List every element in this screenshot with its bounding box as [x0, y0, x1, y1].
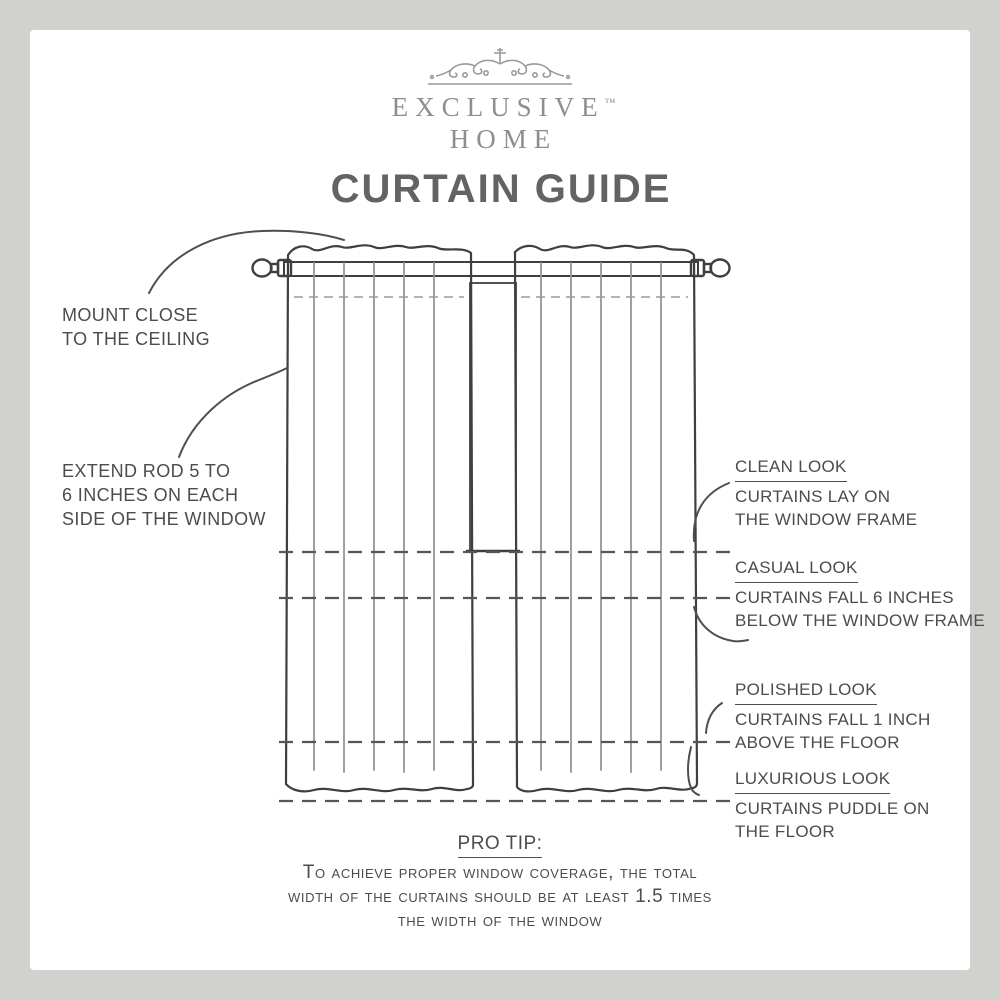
look-title: LUXURIOUS LOOK — [735, 767, 890, 794]
look-title: POLISHED LOOK — [735, 678, 877, 705]
pro-tip-text: To achieve proper window coverage, the total width of the curtains should be at least 1.5 times the width of the window — [288, 862, 712, 931]
brand-word-exclusive: EXCLUSIVE — [391, 92, 605, 122]
look-label-polished: POLISHED LOOK CURTAINS FALL 1 INCH ABOVE THE FLOOR — [735, 680, 931, 752]
annotation-extend-rod: EXTEND ROD 5 TO 6 INCHES ON EACH SIDE OF THE WINDOW — [62, 461, 266, 529]
look-title: CASUAL LOOK — [735, 556, 858, 583]
look-label-luxurious: LUXURIOUS LOOK CURTAINS PUDDLE ON THE FLOOR — [735, 769, 930, 841]
trademark-symbol: ™ — [604, 97, 616, 109]
look-title: CLEAN LOOK — [735, 455, 847, 482]
annotation-mount-ceiling: MOUNT CLOSE TO THE CEILING — [62, 305, 210, 349]
pro-tip-title: PRO TIP: — [0, 833, 1000, 858]
look-label-casual: CASUAL LOOK CURTAINS FALL 6 INCHES BELOW THE WINDOW FRAME — [735, 558, 985, 630]
brand-name — [0, 92, 1000, 123]
brand-home: HOME — [449, 124, 558, 154]
crest-icon — [0, 46, 1000, 95]
look-label-clean: CLEAN LOOK CURTAINS LAY ON THE WINDOW FRAME — [735, 457, 918, 529]
page-title: CURTAIN GUIDE — [330, 167, 672, 211]
